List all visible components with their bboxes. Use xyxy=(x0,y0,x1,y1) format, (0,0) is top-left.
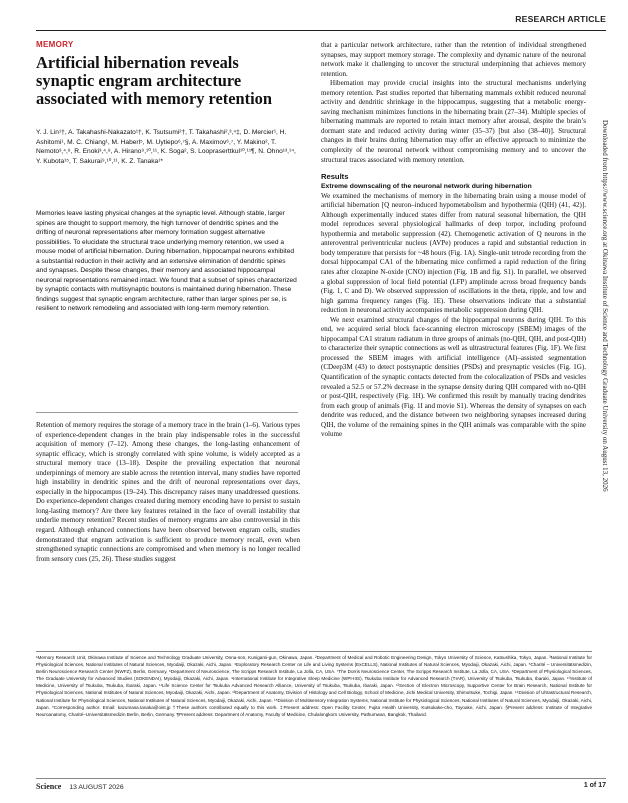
body-column-left: Retention of memory requires the storage of a memory trace in the brain (1–6). Various types of experience-dependent changes in the brain play indispensable roles in the successful acquisition of memory (7–12). Among these changes, the long-lasting enhancement of synaptic efficacy, which is strongly correlated with spine volume, is widely accepted as a structural memory trace (13–18). Despite the prevailing expectation that neuronal underpinnings of memory are stable across the retention interval, many studies have reported high instability in dendritic spines and the drift of neuronal representations over days, especially in the hippocampus (19–24). This discrepancy raises many unaddressed questions. Do experience-dependent changes created during memory encoding have to persist to sustain long-lasting memory? Are there key features retained in the face of overall instability that underlie memory retention? Recent studies of memory engrams are also controversial in this regard. Although enhanced connections have been observed between engram cells, studies demonstrated that engram activation is sufficient to produce memory recall, even when strengthened synaptic connections are compromised and when memory is no longer recalled from sensory cues (25, 26). These studies suggest xyxy=(36,421,300,563)
journal-name: Science xyxy=(36,782,62,791)
download-watermark: Downloaded from https://www.science.org at Okinawa Institute of Science and Technology Graduate University on August 13, 2026 xyxy=(601,120,609,492)
body-column-right xyxy=(321,41,586,440)
footer-citation xyxy=(36,782,124,791)
page-number: 1 of 17 xyxy=(583,782,606,789)
footnote-rule xyxy=(36,651,592,652)
body-paragraph: We examined the mechanisms of memory in the hibernating brain using a mouse model of artificial hibernation [Q neuron–induced hypometabolism and hypothermia (QIH) (41, 42)]. Although experimentally induced states differ from natural seasonal hibernation, the QIH model reproduces several physiological hallmarks of deep torpor, including profound hypothermia and metabolic suppression (42). Chemogenetic activation of Q neurons in the anteroventral periventricular nucleus (AVPe) produces a rapid and substantial reduction in body temperature that persists for ~48 hours (Fig. 1A). Single-unit tetrode recording from the dorsal hippocampal CA1 of the hibernating mice confirmed a rapid reduction of the firing rates after clozapine N-oxide (CNO) injection (Fig. 1B and fig. S1). In parallel, we observed a global suppression of local field potential (LFP) amplitude across broad frequency bands (Fig. 1, C and D). We observed suppression of oscillations in the theta, ripple, and low and high gamma frequency ranges (Fig. 1E). These observations indicate that a substantial reduction in neuronal activity accompanies metabolic suppression during QIH. xyxy=(321,191,586,315)
header-rule xyxy=(36,30,606,31)
article-title: Artificial hibernation reveals synaptic engram architecture associated with memory retention xyxy=(36,53,272,108)
abstract-rule xyxy=(36,412,298,413)
body-paragraph: that a particular network architecture, rather than the retention of individual strengthened synapses, may support memory storage. The complexity and dynamic nature of the neuronal network make it challenging to uncover the structural underpinning that achieves memory retention. xyxy=(321,41,586,78)
author-list: Y. J. Lin¹†, A. Takahashi-Nakazato¹†, K. Tsutsumi²†, T. Takahashi²,³,⁴‡, D. Mercier¹, H. Ashitomi¹, M. C. Chiang¹, M. Haberl⁵, M. Uytiepo⁶,⁷§, A. Maximov⁶,⁷, Y. Makino², T. Nemoto³,⁴,⁸, R. Enoki³,⁴,⁸, A. Hirano⁹,¹⁰,¹¹, K. Soga², S. Loopraserttkul¹⁰,¹¹¶, N. Ohno¹³,¹⁴, Y. Kubota¹⁵, T. Sakurai⁹,¹⁰,¹¹, K. Z. Tanaka¹* xyxy=(36,129,296,165)
subsection-heading: Extreme downscaling of the neuronal network during hibernation xyxy=(321,183,532,191)
kicker: MEMORY xyxy=(36,40,74,49)
issue-date: 13 AUGUST 2026 xyxy=(69,784,124,791)
results-heading: Results xyxy=(321,172,349,182)
body-paragraph: We next examined structural changes of the hippocampal neurons during QIH. To this end, we acquired serial block face-scanning electron microscopy (SBEM) images of the hippocampal CA1 stratum radiatum in three groups of animals (no-QIH, QIH, and post-QIH) to characterize their synaptic connections as well as ultrastructural features (Fig. 1F). We first processed the SBEM images with artificial intelligence (AI)–assisted segmentation (CDeep3M (43) to detect postsynaptic densities (PSDs) and presynaptic vesicles (Fig. 1G). Quantification of the synaptic contacts detected from the colocalization of PSDs and vesicles revealed a 52.5 or 57.2% decrease in the synapse density during QIH compared with no-QIH or post-QIH, respectively (Fig. 1H). We confirmed this result by manually tracing dendrites from each group of animals (Fig. 1I and movie S1). Whereas the density of synapses on each dendrite was reduced, and the distance between two neighboring synapses increased during QIH, the volume of the remaining spines in the QIH animals was comparable with the spine volume xyxy=(321,315,586,439)
footer-rule xyxy=(36,778,606,779)
affiliations-footnotes: ¹Memory Research Unit, Okinawa Institute of Science and Technology Graduate University, Onna-son, Kunigami-gun, Okinawa, Japan. ²Department of Medical and Robotic Engineering Design, Tokyo University of Science, Katsushika, Tokyo, Japan. ³National Institute for Physiological Sciences, National Institutes of Natural Sciences, Myodaiji, Okazaki, Aichi, Japan. ⁴Exploratory Research Center on Life and Living Systems (ExCELLS), National Institutes of Natural Sciences, Myodaiji, Okazaki, Aichi, Japan. ⁵Charité – Universitätsmedizin, Berlin Neuroscience Research Center (NWFZ), Berlin, Germany. ⁶Department of Neuroscience, The Scripps Research Institute, La Jolla, CA, USA. ⁷The Dorris Neuroscience Center, The Scripps Research Institute, La Jolla, CA, USA. ⁸Department of Physiological Sciences, The Graduate University for Advanced Studies (SOKENDAI), Myodaiji, Okazaki, Aichi, Japan. ⁹International Institute for Integrative Sleep Medicine (WPI-IIIS), Tsukuba Institute for Advanced Research (TIAR), University of Tsukuba, Tsukuba, Ibaraki, Japan. ¹⁰Institute of Medicine, University of Tsukuba, Tsukuba, Ibaraki, Japan. ¹¹Life Science Center for Tsukuba Advanced Research Alliance, University of Tsukuba, Tsukuba, Ibaraki, Japan. ¹²Section of Electron Microscopy, Supportive Center for Brain Research, National Institute for Physiological Sciences, National Institutes of Natural Sciences, Myodaiji, Okazaki, Aichi, Japan. ¹³Department of Anatomy, Division of Histology and Cell Biology, School of Medicine, Jichi Medical University, Shimotsuke, Tochigi, Japan. ¹⁴Division of Ultrastructural Research, National Institute for Physiological Sciences, National Institutes of Natural Sciences, Myodaiji, Okazaki, Aichi, Japan. ¹⁵Division of Multisensory Integration Systems, National Institute for Physiological Sciences, National Institutes of Natural Sciences, Myodaiji, Okazaki, Aichi, Japan. *Corresponding author. Email: kazumasa.tanaka@oist.jp †These authors contributed equally to this work. ‡Present address: Open Facility Center, Fujita Health University, Kutsukake-cho, Toyoake, Aichi, Japan. §Present address: Institute of Integrative Neuroanatomy, Charité–Universitätsmedizin Berlin, Berlin, Germany. ¶Present address: Department of Anatomy, Faculty of Medicine, Chulalongkorn University, Pathumwan, Bangkok, Thailand. xyxy=(36,655,592,717)
body-paragraph: Hibernation may provide crucial insights into the structural mechanisms underlying memory retention. Past studies reported that hibernating mammals exhibit reduced neuronal activity and dendritic shrinkage in the hippocampus, suggesting that a metabolic energy-saving mechanism minimizes functions in the hibernating brain (27–34). Multiple species of hibernating mammals are reported to retain intact memory after arousal, despite the brain’s dormant state and reduced activity during winter (35–37) [but also (38–40)]. Structural changes in their brains during hibernation may offer an effective approach to minimize the complexity of the neuronal network without compromising memory and to uncover the structural traces associated with memory retention. xyxy=(321,79,586,164)
section-label: RESEARCH ARTICLE xyxy=(515,14,606,24)
abstract: Memories leave lasting physical changes at the synaptic level. Although stable, larger spines are thought to support memory, the high turnover of dendritic spines and the drifting of neuronal representations after memory formation suggest alternative possibilities. To elucidate the structural trace underlying memory retention, we used a mouse model of artificial hibernation. During hibernation, hippocampal neurons exhibited a substantial reduction in their activity and an extensive elimination of dendritic spines and synapses. Despite these changes, their memory and associated hippocampal neuronal representations remained intact. We found that a subset of spines characterized by synaptic contacts with multisynaptic boutons is maintained during hibernation. These findings suggest that synaptic engram architecture, rather than larger spines per se, is resilient to network remodeling and associated with long-term memory retention. xyxy=(36,210,297,312)
